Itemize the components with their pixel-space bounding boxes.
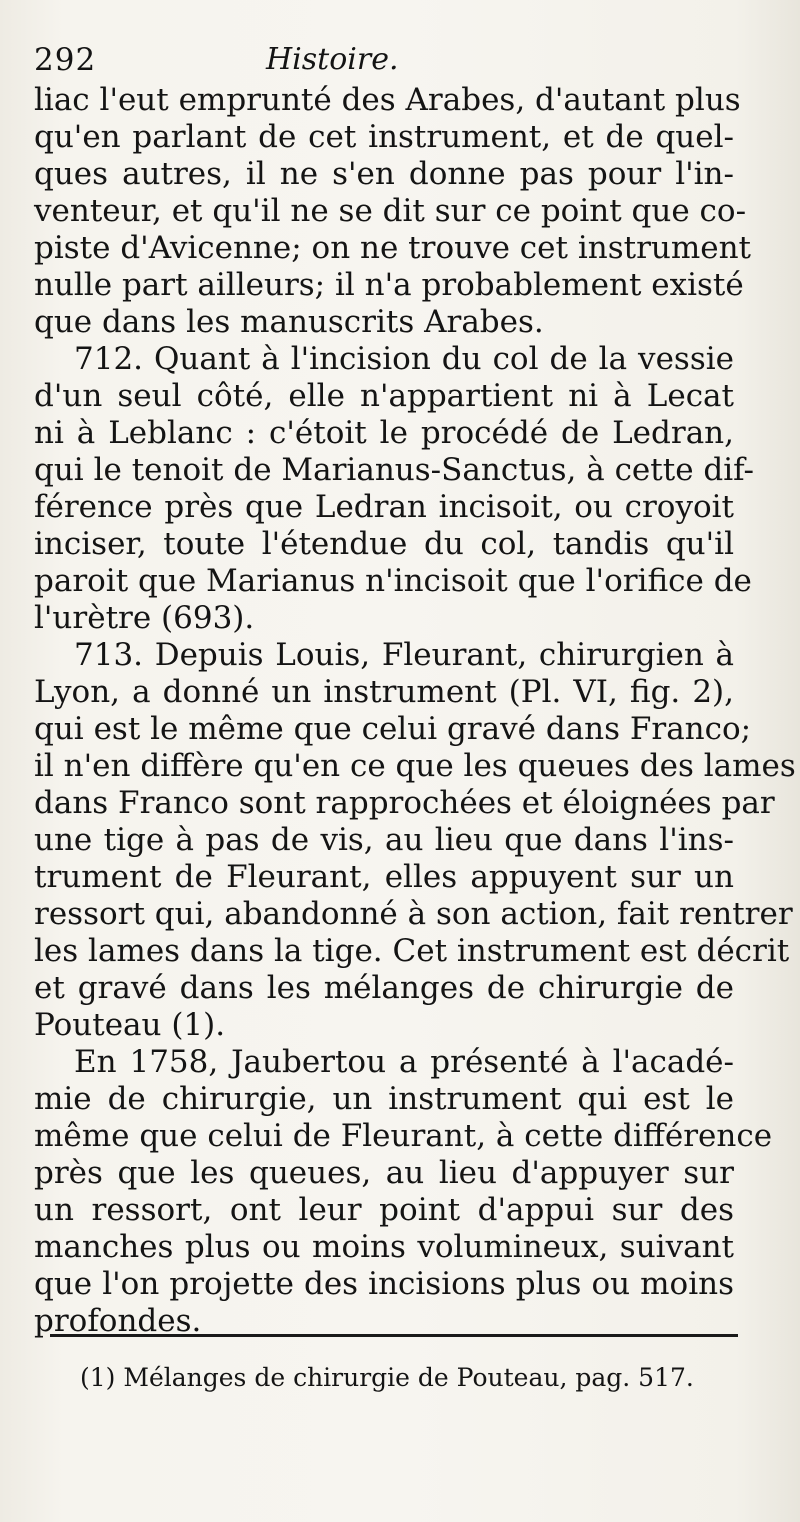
text-line: que l'on projette des incisions plus ou moins [34,1266,734,1302]
body-text [34,82,796,1340]
text-line: trument de Fleurant, elles appuyent sur un [34,859,734,895]
text-line: paroit que Marianus n'incisoit que l'orifice de [34,563,752,599]
text-line: ques autres, il ne s'en donne pas pour l'in- [34,156,734,192]
text-line: profondes. [34,1303,202,1339]
text-line: piste d'Avicenne; on ne trouve cet instrument [34,230,752,266]
text-line: manches plus ou moins volumineux, suivant [34,1229,734,1265]
text-line: que dans les manuscrits Arabes. [34,304,544,340]
text-line: qu'en parlant de cet instrument, et de quel- [34,119,734,155]
text-line: mie de chirurgie, un instrument qui est le [34,1081,734,1117]
running-head: Histoire. [266,42,399,77]
text-line: une tige à pas de vis, au lieu que dans l'ins- [34,822,734,858]
paragraph-713-start: 713. Depuis Louis, Fleurant, chirurgien à [74,637,734,673]
text-line: Pouteau (1). [34,1007,226,1043]
text-line: venteur, et qu'il ne se dit sur ce point que co- [34,193,747,229]
text-line: qui est le même que celui gravé dans Franco; [34,711,752,747]
text-line: ni à Leblanc : c'étoit le procédé de Ledran, [34,415,734,451]
paragraph-1758-start: En 1758, Jaubertou a présenté à l'acadé- [74,1044,734,1080]
text-line: nulle part ailleurs; il n'a probablement existé [34,267,744,303]
text-line: les lames dans la tige. Cet instrument est décrit [34,933,790,969]
text-line: ressort qui, abandonné à son action, fait rentrer [34,896,793,932]
text-line: férence près que Ledran incisoit, ou croyoit [34,489,734,525]
footnote-divider [50,1334,738,1337]
text-line: près que les queues, au lieu d'appuyer sur [34,1155,734,1191]
text-line: et gravé dans les mélanges de chirurgie de [34,970,734,1006]
text-line: liac l'eut emprunté des Arabes, d'autant plus [34,82,741,118]
text-line: l'urètre (693). [34,600,255,636]
text-line: Lyon, a donné un instrument (Pl. VI, fig. 2), [34,674,734,710]
paragraph-712-start: 712. Quant à l'incision du col de la vessie [74,341,734,377]
text-line: d'un seul côté, elle n'appartient ni à Lecat [34,378,734,414]
page-number: 292 [34,42,97,78]
footnote: (1) Mélanges de chirurgie de Pouteau, pag. 517. [80,1363,694,1392]
text-line: inciser, toute l'étendue du col, tandis qu'il [34,526,734,562]
text-line: un ressort, ont leur point d'appui sur des [34,1192,734,1228]
text-line: dans Franco sont rapprochées et éloignées par [34,785,775,821]
text-line: même que celui de Fleurant, à cette différence [34,1118,773,1154]
text-line: il n'en diffère qu'en ce que les queues des lames [34,748,796,784]
text-line: qui le tenoit de Marianus-Sanctus, à cette dif- [34,452,754,488]
